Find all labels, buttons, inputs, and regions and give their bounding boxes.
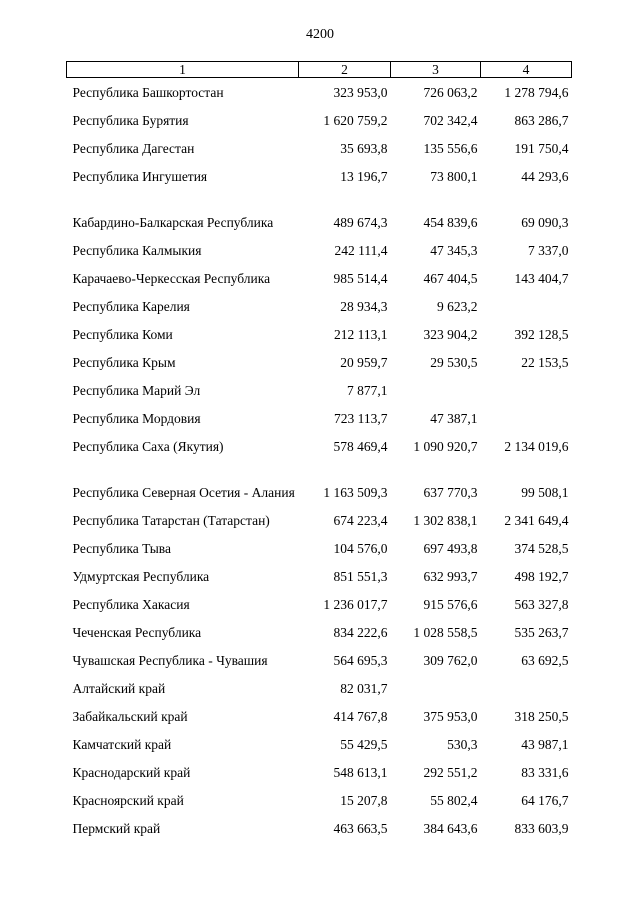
value-col-4: 64 176,7	[521, 793, 569, 808]
table-row	[67, 456, 572, 502]
table-row	[67, 186, 572, 232]
value-col-3: 323 904,2	[423, 327, 478, 342]
region-name: Чеченская Республика	[72, 625, 202, 640]
region-name: Краснодарский край	[72, 765, 191, 780]
value-col-3: 9 623,2	[437, 299, 478, 314]
value-col-4: 83 331,6	[521, 765, 569, 780]
value-col-3: 292 551,2	[423, 765, 478, 780]
value-col-2: 20 959,7	[340, 355, 388, 370]
value-col-2: 82 031,7	[340, 681, 388, 696]
value-col-3	[391, 372, 481, 400]
value-col-3: 384 643,6	[423, 821, 478, 836]
region-name: Камчатский край	[72, 737, 172, 752]
header-row	[67, 62, 572, 78]
value-col-2: 55 429,5	[340, 737, 388, 752]
value-col-4: 392 128,5	[514, 327, 569, 342]
value-col-2: 564 695,3	[333, 653, 388, 668]
value-col-2: 13 196,7	[340, 169, 388, 184]
table-row	[67, 670, 572, 698]
value-col-3: 1 090 920,7	[413, 439, 478, 454]
value-col-2: 834 222,6	[333, 625, 388, 640]
value-col-3: 454 839,6	[423, 215, 478, 230]
table-row	[67, 260, 572, 288]
table-row	[67, 754, 572, 782]
table-row	[67, 614, 572, 642]
value-col-3: 73 800,1	[430, 169, 478, 184]
value-col-2: 104 576,0	[333, 541, 388, 556]
region-name: Республика Ингушетия	[72, 169, 208, 184]
value-col-4: 191 750,4	[514, 141, 569, 156]
table-row	[67, 530, 572, 558]
value-col-2: 985 514,4	[333, 271, 388, 286]
table-row	[67, 642, 572, 670]
value-col-2: 489 674,3	[333, 215, 388, 230]
region-name: Республика Карелия	[72, 299, 190, 314]
table-row	[67, 428, 572, 456]
value-col-4: 2 134 019,6	[504, 439, 569, 454]
value-col-4: 1 278 794,6	[504, 85, 569, 100]
value-col-2: 674 223,4	[333, 513, 388, 528]
region-name: Республика Башкортостан	[72, 85, 224, 100]
region-name: Республика Бурятия	[72, 113, 189, 128]
value-col-2: 212 113,1	[334, 327, 388, 342]
table-row	[67, 810, 572, 838]
table-row	[67, 502, 572, 530]
value-col-4	[481, 372, 572, 400]
value-col-3: 309 762,0	[423, 653, 478, 668]
region-name: Республика Северная Осетия - Алания	[72, 485, 295, 500]
region-name: Забайкальский край	[72, 709, 188, 724]
value-col-2: 723 113,7	[334, 411, 388, 426]
value-col-4: 863 286,7	[514, 113, 569, 128]
header-col-4: 4	[481, 62, 572, 78]
value-col-4	[481, 400, 572, 428]
table-row	[67, 78, 572, 103]
value-col-4: 44 293,6	[521, 169, 569, 184]
value-col-4: 535 263,7	[514, 625, 569, 640]
region-name: Республика Крым	[72, 355, 176, 370]
region-name: Красноярский край	[72, 793, 184, 808]
value-col-3: 467 404,5	[423, 271, 478, 286]
table-row	[67, 586, 572, 614]
region-name: Пермский край	[72, 821, 161, 836]
value-col-4: 374 528,5	[514, 541, 569, 556]
region-name: Республика Дагестан	[72, 141, 195, 156]
value-col-2: 242 111,4	[334, 243, 388, 258]
value-col-4: 143 404,7	[514, 271, 569, 286]
region-name: Республика Марий Эл	[72, 383, 201, 398]
value-col-3	[391, 670, 481, 698]
value-col-3: 697 493,8	[423, 541, 478, 556]
value-col-2: 1 236 017,7	[323, 597, 388, 612]
region-name: Республика Мордовия	[72, 411, 201, 426]
table-row	[67, 316, 572, 344]
value-col-3: 726 063,2	[423, 85, 478, 100]
value-col-4: 99 508,1	[521, 485, 569, 500]
value-col-4: 69 090,3	[521, 215, 569, 230]
table-row	[67, 158, 572, 186]
value-col-2: 414 767,8	[333, 709, 388, 724]
table-row	[67, 558, 572, 586]
region-name: Республика Саха (Якутия)	[72, 439, 224, 454]
value-col-4: 22 153,5	[521, 355, 569, 370]
value-col-4: 833 603,9	[514, 821, 569, 836]
value-col-4: 318 250,5	[514, 709, 569, 724]
region-name: Республика Тыва	[72, 541, 171, 556]
table-row	[67, 782, 572, 810]
value-col-4: 2 341 649,4	[504, 513, 569, 528]
header-col-2: 2	[299, 62, 391, 78]
value-col-2: 15 207,8	[340, 793, 388, 808]
value-col-2: 851 551,3	[333, 569, 388, 584]
value-col-3: 47 345,3	[430, 243, 478, 258]
region-name: Кабардино-Балкарская Республика	[72, 215, 274, 230]
value-col-3: 1 302 838,1	[413, 513, 478, 528]
value-col-2: 1 163 509,3	[323, 485, 388, 500]
table-row	[67, 344, 572, 372]
region-name: Республика Коми	[72, 327, 173, 342]
region-name: Республика Хакасия	[72, 597, 190, 612]
value-col-2: 28 934,3	[340, 299, 388, 314]
value-col-4: 63 692,5	[521, 653, 569, 668]
region-name: Чувашская Республика - Чувашия	[72, 653, 268, 668]
header-col-3: 3	[391, 62, 481, 78]
table-body	[67, 78, 572, 839]
value-col-2: 35 693,8	[340, 141, 388, 156]
table-row	[67, 102, 572, 130]
table-row	[67, 130, 572, 158]
value-col-2: 548 613,1	[333, 765, 388, 780]
table-row	[67, 288, 572, 316]
table-row	[67, 400, 572, 428]
region-name: Алтайский край	[72, 681, 166, 696]
value-col-3: 1 028 558,5	[413, 625, 478, 640]
value-col-4: 7 337,0	[528, 243, 569, 258]
value-col-3: 375 953,0	[423, 709, 478, 724]
value-col-2: 463 663,5	[333, 821, 388, 836]
region-name: Удмуртская Республика	[72, 569, 210, 584]
table-row	[67, 726, 572, 754]
value-col-2: 1 620 759,2	[323, 113, 388, 128]
region-name: Республика Калмыкия	[72, 243, 202, 258]
value-col-4: 498 192,7	[514, 569, 569, 584]
value-col-2: 578 469,4	[333, 439, 388, 454]
table-header	[67, 62, 572, 78]
table-row	[67, 698, 572, 726]
data-table	[66, 61, 572, 838]
value-col-4: 563 327,8	[514, 597, 569, 612]
page-number: 4200	[306, 27, 334, 42]
header-col-1: 1	[67, 62, 299, 78]
table-row	[67, 232, 572, 260]
value-col-3: 632 993,7	[423, 569, 478, 584]
value-col-3: 29 530,5	[430, 355, 478, 370]
value-col-4	[481, 288, 572, 316]
region-name: Карачаево-Черкесская Республика	[72, 271, 271, 286]
value-col-3: 135 556,6	[423, 141, 478, 156]
value-col-2: 7 877,1	[347, 383, 388, 398]
value-col-4	[481, 670, 572, 698]
value-col-2: 323 953,0	[333, 85, 388, 100]
value-col-3: 47 387,1	[430, 411, 478, 426]
value-col-3: 530,3	[447, 737, 478, 752]
value-col-4: 43 987,1	[521, 737, 569, 752]
region-name: Республика Татарстан (Татарстан)	[72, 513, 270, 528]
table-row	[67, 372, 572, 400]
value-col-3: 637 770,3	[423, 485, 478, 500]
value-col-3: 702 342,4	[423, 113, 478, 128]
value-col-3: 55 802,4	[430, 793, 478, 808]
value-col-3: 915 576,6	[423, 597, 478, 612]
